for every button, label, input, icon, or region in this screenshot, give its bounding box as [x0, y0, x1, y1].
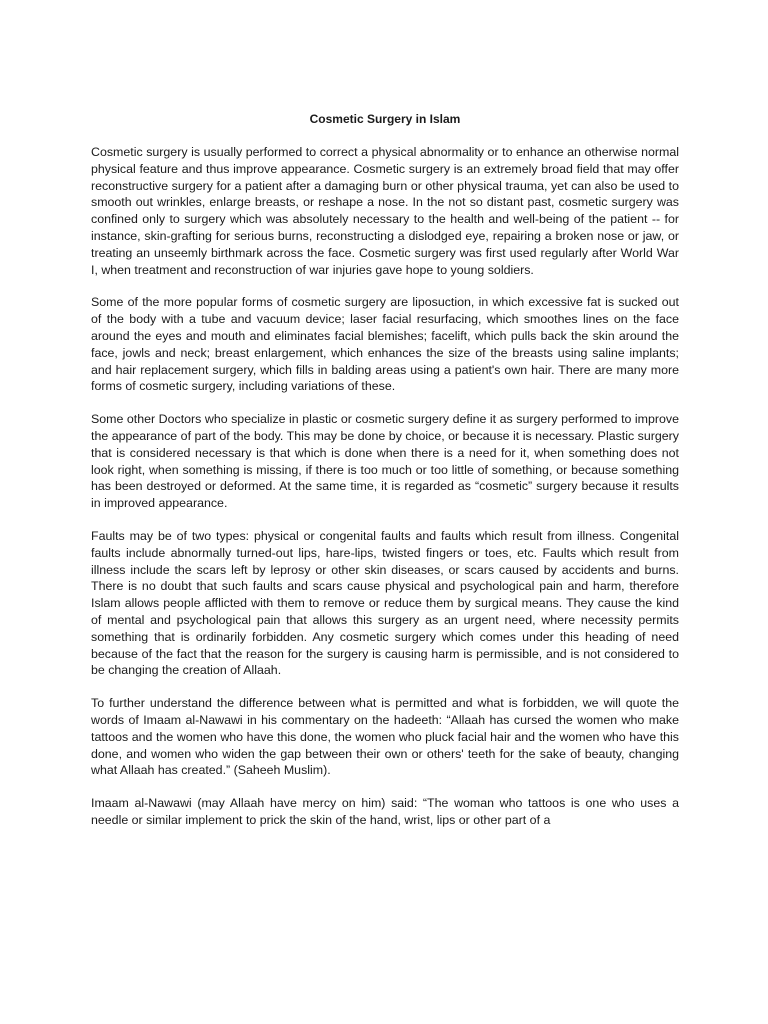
paragraph-6: Imaam al-Nawawi (may Allaah have mercy on him) said: “The woman who tattoos is one who uses a needle or similar implement to prick the skin of the hand, wrist, lips or other part of a	[91, 796, 679, 827]
paragraph-5: To further understand the difference between what is permitted and what is forbidden, we will quote the words of Imaam al-Nawawi in his commentary on the hadeeth: “Allaah has cursed the women who make tattoos and the women who have this done, the women who pluck facial hair and the women who have this done, and women who widen the gap between their own or others' teeth for the sake of beauty, changing what Allaah has created.” (Saheeh Muslim).	[91, 696, 679, 778]
paragraph-1: Cosmetic surgery is usually performed to correct a physical abnormality or to enhance an otherwise normal physical feature and thus improve appearance. Cosmetic surgery is an extremely broad field that may offer reconstructive surgery for a patient after a damaging burn or other physical trauma, yet can also be used to smooth out wrinkles, enlarge breasts, or reshape a nose. In the not so distant past, cosmetic surgery was confined only to surgery which was absolutely necessary to the health and well-being of the patient -- for instance, skin-grafting for serious burns, reconstructing a dislodged eye, repairing a broken nose or jaw, or treating an unseemly birthmark across the face. Cosmetic surgery was first used regularly after World War I, when treatment and reconstruction of war injuries gave hope to young soldiers.	[91, 145, 679, 277]
paragraph-3: Some other Doctors who specialize in plastic or cosmetic surgery define it as surgery performed to improve the appearance of part of the body. This may be done by choice, or because it is necessary. Plastic surgery that is considered necessary is that which is done when there is a need for it, when something does not look right, when something is missing, if there is too much or too little of something, or because something has been destroyed or deformed. At the same time, it is regarded as “cosmetic” surgery because it results in improved appearance.	[91, 412, 679, 511]
paragraph-4: Faults may be of two types: physical or congenital faults and faults which result from illness. Congenital faults include abnormally turned-out lips, hare-lips, twisted fingers or toes, etc. Faults which result from illness include the scars left by leprosy or other skin diseases, or scars caused by accidents and burns. There is no doubt that such faults and scars cause physical and psychological pain and harm, therefore Islam allows people afflicted with them to remove or reduce them by surgical means. They cause the kind of mental and psychological pain that allows this surgery as an urgent need, where necessity permits something that is ordinarily forbidden. Any cosmetic surgery which comes under this heading of need because of the fact that the reason for the surgery is causing harm is permissible, and is not considered to be changing the creation of Allaah.	[91, 528, 679, 678]
paragraph-2: Some of the more popular forms of cosmetic surgery are liposuction, in which excessive fat is sucked out of the body with a tube and vacuum device; laser facial resurfacing, which smoothes lines on the face around the eyes and mouth and eliminates facial blemishes; facelift, which pulls back the skin around the face, jowls and neck; breast enlargement, which enhances the size of the breasts using saline implants; and hair replacement surgery, which fills in balding areas using a patient's own hair. There are many more forms of cosmetic surgery, including variations of these.	[91, 295, 679, 394]
document-title: Cosmetic Surgery in Islam	[309, 112, 461, 126]
document-page	[91, 0, 679, 1024]
document-body	[91, 144, 679, 845]
